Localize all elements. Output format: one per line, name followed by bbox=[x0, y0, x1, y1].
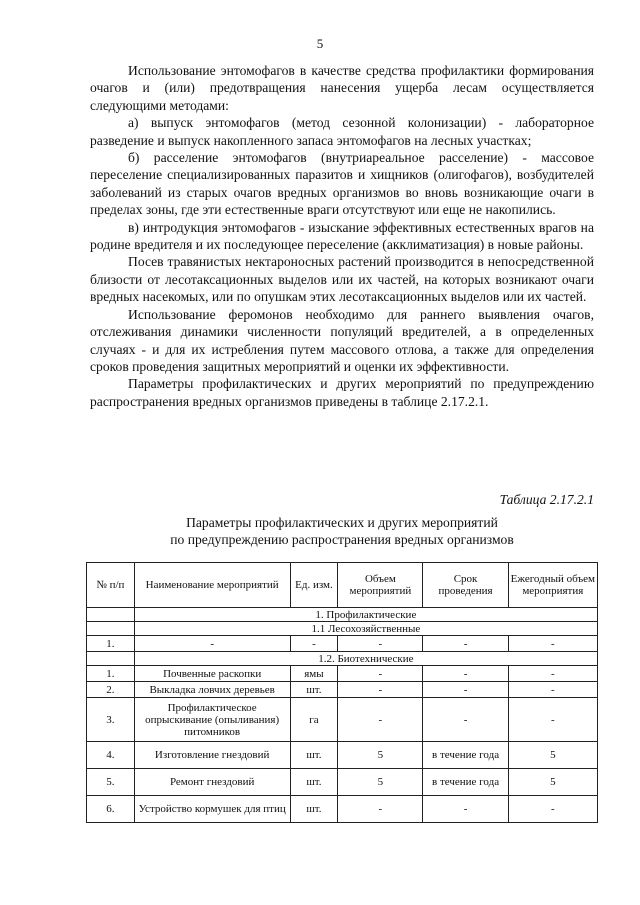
cell-unit: шт. bbox=[290, 682, 338, 698]
paragraph-method-a: а) выпуск энтомофагов (метод сезонной колонизации) - лабораторное разведение и выпуск накопленного запаса энтомофагов на лесных участках; bbox=[90, 115, 594, 148]
cell-term: - bbox=[423, 682, 508, 698]
table-title-line-1: Параметры профилактических и других мероприятий bbox=[186, 515, 498, 530]
cell-name: Профилактическое опрыскивание (опыливания) питомников bbox=[134, 698, 290, 742]
parameters-table bbox=[86, 562, 598, 823]
cell-term: - bbox=[423, 796, 508, 823]
cell-volume: - bbox=[338, 698, 423, 742]
table-caption: Таблица 2.17.2.1 bbox=[499, 492, 594, 507]
paragraph-table-reference: Параметры профилактических и других мероприятий по предупреждению распространения вредных организмов приведены в таблице 2.17.2.1. bbox=[90, 376, 594, 409]
header-term: Срок проведения bbox=[423, 563, 508, 608]
paragraph-method-b: б) расселение энтомофагов (внутриареальное расселение) - массовое переселение специализированных паразитов и хищников (олигофагов), возбудителей заболеваний из старых очагов вредных организмов во вновь возникающие очаги в пределах зоны, где эти естественные враги отсутствуют или еще не накопились. bbox=[90, 150, 594, 218]
cell-annual: - bbox=[508, 796, 597, 823]
cell-term: - bbox=[423, 666, 508, 682]
cell-name: Изготовление гнездовий bbox=[134, 742, 290, 769]
table-header-row bbox=[87, 563, 598, 608]
table-row bbox=[87, 698, 598, 742]
paragraph-pheromones: Использование феромонов необходимо для раннего выявления очагов, отслеживания динамики численности популяций вредителей, а в определенных случаях - и для их истребления путем массового отлова, а также для определения сроков проведения защитных мероприятий и оценки их эффективности. bbox=[90, 306, 594, 374]
cell-term: в течение года bbox=[423, 742, 508, 769]
cell-num: 5. bbox=[87, 769, 135, 796]
header-name: Наименование мероприятий bbox=[134, 563, 290, 608]
table-title bbox=[90, 514, 594, 549]
cell-unit: шт. bbox=[290, 742, 338, 769]
cell-annual: - bbox=[508, 636, 597, 652]
cell-num: 3. bbox=[87, 698, 135, 742]
section-biotechnical: 1.2. Биотехнические bbox=[134, 652, 597, 666]
section-forestry: 1.1 Лесохозяйственные bbox=[134, 622, 597, 636]
cell-volume: 5 bbox=[338, 769, 423, 796]
header-unit: Ед. изм. bbox=[290, 563, 338, 608]
table-row bbox=[87, 666, 598, 682]
table-row bbox=[87, 796, 598, 823]
cell-num: 1. bbox=[87, 666, 135, 682]
cell-name: Устройство кормушек для птиц bbox=[134, 796, 290, 823]
section-row bbox=[87, 622, 598, 636]
paragraph-method-c: в) интродукция энтомофагов - изыскание эффективных естественных врагов на родине вредителя и их последующее переселение (акклиматизация) в новые районы. bbox=[90, 219, 594, 253]
cell-num: 4. bbox=[87, 742, 135, 769]
body-text bbox=[90, 62, 594, 410]
cell-name: Ремонт гнездовий bbox=[134, 769, 290, 796]
cell-volume: - bbox=[338, 666, 423, 682]
paragraph-nectar-plants: Посев травянистых нектароносных растений производится в непосредственной близости от лесотаксационных выделов или их частей, на которых возникают очаги вредных насекомых, или по опушкам этих лесотаксационных выделов или их частей. bbox=[90, 254, 594, 305]
cell-num: 1. bbox=[87, 636, 135, 652]
table-row bbox=[87, 636, 598, 652]
header-annual: Ежегодный объем мероприятия bbox=[508, 563, 597, 608]
table-row bbox=[87, 769, 598, 796]
header-num: № п/п bbox=[87, 563, 135, 608]
cell-num: 2. bbox=[87, 682, 135, 698]
cell-term: в течение года bbox=[423, 769, 508, 796]
cell-unit: шт. bbox=[290, 769, 338, 796]
section-row bbox=[87, 608, 598, 622]
table-row bbox=[87, 682, 598, 698]
paragraph-entomophages-intro: Использование энтомофагов в качестве средства профилактики формирования очагов и (или) предотвращения нанесения ущерба лесам осуществляется следующими методами: bbox=[90, 63, 594, 113]
cell-name: Выкладка ловчих деревьев bbox=[134, 682, 290, 698]
page-number: 5 bbox=[316, 36, 324, 51]
cell-annual: 5 bbox=[508, 742, 597, 769]
cell-annual: - bbox=[508, 682, 597, 698]
table-row bbox=[87, 742, 598, 769]
table-title-line-2: по предупреждению распространения вредных организмов bbox=[170, 532, 514, 548]
cell-volume: - bbox=[338, 796, 423, 823]
cell-unit: га bbox=[290, 698, 338, 742]
cell-term: - bbox=[423, 698, 508, 742]
cell-volume: - bbox=[338, 636, 423, 652]
section-prophylactic: 1. Профилактические bbox=[134, 608, 597, 622]
cell-volume: - bbox=[338, 682, 423, 698]
cell-unit: ямы bbox=[290, 666, 338, 682]
cell-annual: 5 bbox=[508, 769, 597, 796]
cell-annual: - bbox=[508, 698, 597, 742]
cell-name: Почвенные раскопки bbox=[134, 666, 290, 682]
section-row bbox=[87, 652, 598, 666]
cell-num: 6. bbox=[87, 796, 135, 823]
cell-annual: - bbox=[508, 666, 597, 682]
cell-unit: - bbox=[290, 636, 338, 652]
cell-volume: 5 bbox=[338, 742, 423, 769]
cell-unit: шт. bbox=[290, 796, 338, 823]
cell-name: - bbox=[134, 636, 290, 652]
cell-term: - bbox=[423, 636, 508, 652]
header-volume: Объем мероприятий bbox=[338, 563, 423, 608]
